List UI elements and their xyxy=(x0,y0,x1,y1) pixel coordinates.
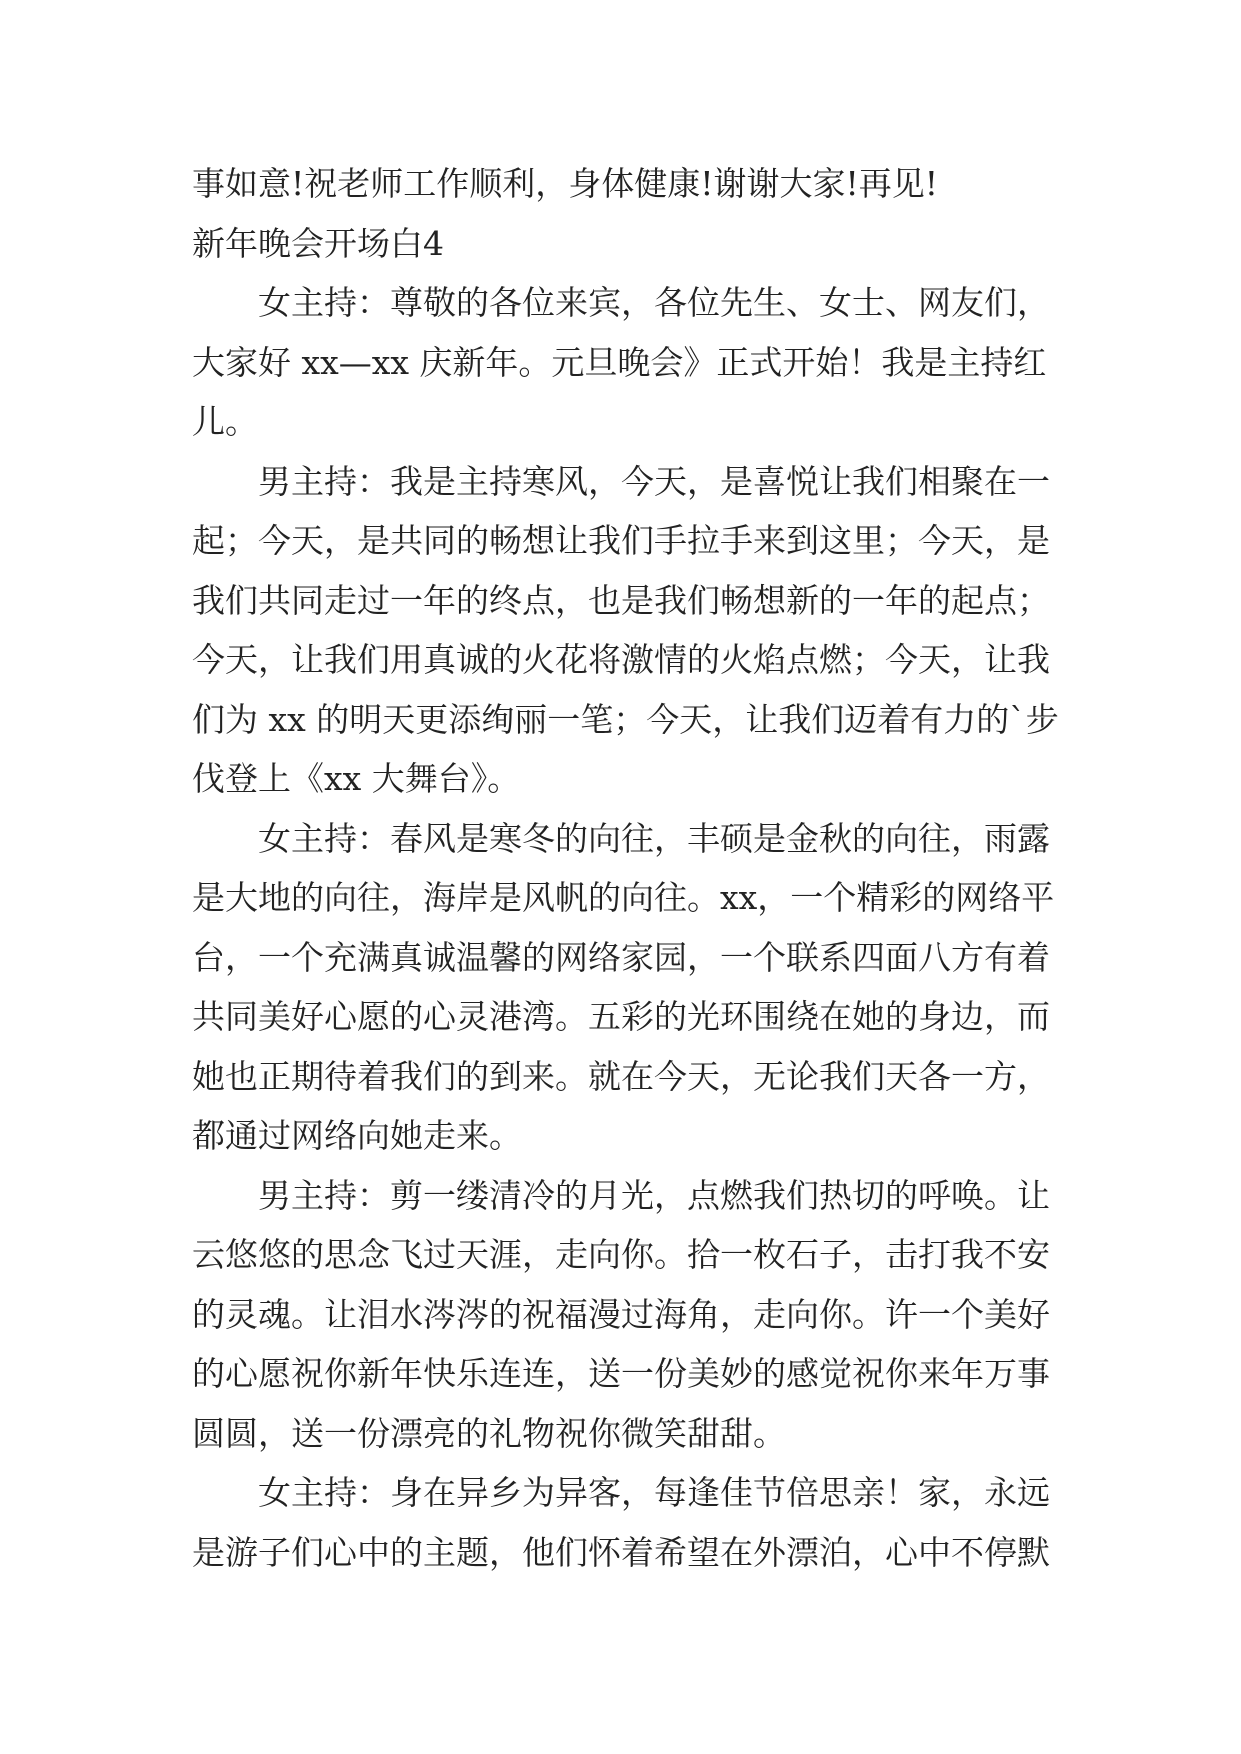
section-heading: 新年晚会开场白4 xyxy=(192,223,444,263)
paragraph-line: 圆圆，送一份漂亮的礼物祝你微笑甜甜。 xyxy=(192,1413,786,1453)
paragraph-line: 的心愿祝你新年快乐连连，送一份美妙的感觉祝你来年万事 xyxy=(192,1354,1050,1393)
paragraph-line: 大家好 xx—xx 庆新年。元旦晚会》正式开始！我是主持红 xyxy=(192,342,1047,382)
paragraph-line: 共同美好心愿的心灵港湾。五彩的光环围绕在她的身边，而 xyxy=(192,997,1050,1036)
paragraph-line: 男主持：我是主持寒风，今天，是喜悦让我们相聚在一 xyxy=(258,461,1050,501)
paragraph-line: 女主持：尊敬的各位来宾，各位先生、女士、网友们， xyxy=(258,283,1050,322)
paragraph-line: 女主持：春风是寒冬的向往，丰硕是金秋的向往，雨露 xyxy=(258,818,1050,858)
paragraph-line: 她也正期待着我们的到来。就在今天，无论我们天各一方， xyxy=(192,1056,1050,1096)
intro-line: 事如意!祝老师工作顺利，身体健康!谢谢大家!再见! xyxy=(192,164,939,203)
paragraph-line: 们为 xx 的明天更添绚丽一笔；今天，让我们迈着有力的`步 xyxy=(192,699,1059,739)
paragraph-line: 云悠悠的思念飞过天涯，走向你。拾一枚石子，击打我不安 xyxy=(192,1235,1050,1274)
paragraph-line: 男主持：剪一缕清冷的月光，点燃我们热切的呼唤。让 xyxy=(258,1175,1050,1215)
paragraph-line: 儿。 xyxy=(192,402,258,441)
paragraph-line: 女主持：身在异乡为异客，每逢佳节倍思亲！家，永远 xyxy=(258,1473,1050,1512)
paragraph-line: 今天，让我们用真诚的火花将激情的火焰点燃；今天，让我 xyxy=(192,640,1050,679)
paragraph-line: 我们共同走过一年的终点，也是我们畅想新的一年的起点； xyxy=(192,580,1050,620)
paragraph-line: 伐登上《xx 大舞台》。 xyxy=(192,759,521,798)
paragraph-line: 是游子们心中的主题，他们怀着希望在外漂泊，心中不停默 xyxy=(192,1532,1050,1572)
paragraph-line: 的灵魂。让泪水涔涔的祝福漫过海角，走向你。许一个美好 xyxy=(192,1294,1050,1334)
paragraph-line: 都通过网络向她走来。 xyxy=(192,1116,522,1155)
paragraph-4 xyxy=(192,1166,1062,1464)
document-body xyxy=(192,154,1062,1582)
paragraph-line: 起；今天，是共同的畅想让我们手拉手来到这里；今天，是 xyxy=(192,521,1050,560)
paragraph-5 xyxy=(192,1463,1062,1582)
paragraph-line: 台，一个充满真诚温馨的网络家园，一个联系四面八方有着 xyxy=(192,937,1050,977)
paragraph-line: 是大地的向往，海岸是风帆的向往。xx，一个精彩的网络平 xyxy=(192,878,1055,917)
paragraph-2 xyxy=(192,452,1062,809)
paragraph-1 xyxy=(192,273,1062,452)
paragraph-3 xyxy=(192,809,1062,1166)
